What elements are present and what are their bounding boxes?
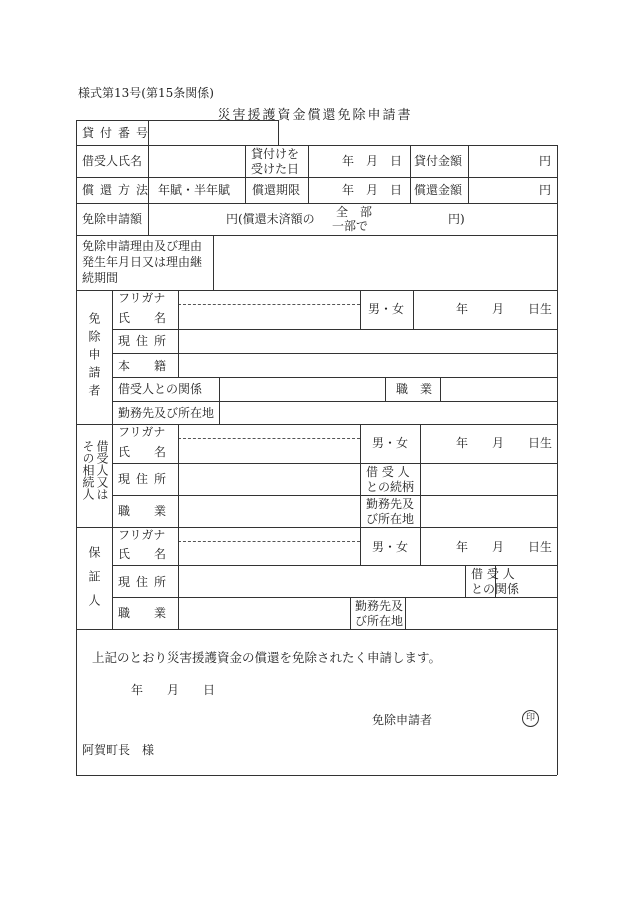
loan-number-label: 貸付番号 <box>82 126 155 140</box>
repayment-deadline-label: 償還期限 <box>252 183 301 197</box>
heir-relation-label-1: 借 受 人 <box>366 465 410 479</box>
heir-workplace-label-1: 勤務先及 <box>366 497 415 511</box>
heir-sex: 男・女 <box>372 436 409 450</box>
declaration-statement: 上記のとおり災害援護資金の償還を免除されたく申請します。 <box>92 650 442 665</box>
borrower-name-label: 借受人氏名 <box>82 154 143 168</box>
heir-relation-label-2: との続柄 <box>366 480 415 494</box>
heir-workplace-label-2: び所在地 <box>366 512 415 526</box>
guarantor-relation-label-2: との関係 <box>471 582 520 596</box>
repayment-method-label: 償還方法 <box>82 183 155 197</box>
exemption-close-paren: 円) <box>448 212 465 226</box>
guarantor-workplace-label-1: 勤務先及 <box>355 599 404 613</box>
footer-applicant-label: 免除申請者 <box>372 713 433 727</box>
guarantor-relation-label-1: 借 受 人 <box>471 567 515 581</box>
applicant-name-label: 氏 名 <box>118 311 167 325</box>
guarantor-birth: 年 月 日生 <box>456 540 553 554</box>
heir-furigana-label: フリガナ <box>118 425 166 439</box>
form-title: 災害援護資金償還免除申請書 <box>217 108 413 123</box>
applicant-birth: 年 月 日生 <box>456 302 553 316</box>
repaid-amount-label: 償還金額 <box>414 183 463 197</box>
reason-label-line-1: 免除申請理由及び理由 <box>82 239 203 253</box>
loan-date-label-1: 貸付けを <box>251 147 300 161</box>
exemption-all-option: 全 部 <box>336 205 373 219</box>
applicant-occupation-label: 職 業 <box>396 382 433 396</box>
exemption-amount-label: 免除申請額 <box>82 212 143 226</box>
guarantor-workplace-label-2: び所在地 <box>355 614 404 628</box>
applicant-group-label: 免除申請者 <box>87 312 101 402</box>
loan-date-label-2: 受けた日 <box>251 162 300 176</box>
loan-amount-label: 貸付金額 <box>414 154 463 168</box>
guarantor-furigana-label: フリガナ <box>118 528 166 542</box>
guarantor-name-label: 氏 名 <box>118 547 167 561</box>
guarantor-group-label: 保証人 <box>87 546 101 618</box>
guarantor-occupation-label: 職 業 <box>118 606 167 620</box>
declaration-date: 年 月 日 <box>131 683 216 697</box>
heir-group-label-1: 借受人又は <box>95 440 109 500</box>
loan-amount-yen: 円 <box>539 154 552 168</box>
guarantor-address-label: 現住所 <box>118 575 173 589</box>
applicant-domicile-label: 本 籍 <box>118 359 167 373</box>
applicant-workplace-label: 勤務先及び所在地 <box>118 406 215 420</box>
repaid-amount-yen: 円 <box>539 183 552 197</box>
heir-birth: 年 月 日生 <box>456 436 553 450</box>
seal-mark: 印 <box>522 710 539 727</box>
exemption-amount-text: 円(償還未済額の <box>226 212 315 226</box>
applicant-address-label: 現住所 <box>118 334 173 348</box>
heir-name-label: 氏 名 <box>118 445 167 459</box>
applicant-sex: 男・女 <box>368 302 405 316</box>
exemption-part-option: 一部で <box>332 219 369 233</box>
guarantor-sex: 男・女 <box>372 540 409 554</box>
repayment-deadline-ymd: 年 月 日 <box>342 183 403 197</box>
reason-label-line-2: 発生年月日又は理由継 <box>82 255 203 269</box>
repayment-method-value: 年賦・半年賦 <box>158 183 231 197</box>
loan-date-ymd: 年 月 日 <box>342 154 403 168</box>
reason-label-line-3: 続期間 <box>82 271 119 285</box>
applicant-furigana-label: フリガナ <box>118 291 166 305</box>
heir-address-label: 現住所 <box>118 472 173 486</box>
addressee: 阿賀町長 様 <box>82 743 155 757</box>
heir-occupation-label: 職 業 <box>118 504 167 518</box>
heir-group-label-2: その相続人 <box>81 440 95 500</box>
form-number: 様式第13号(第15条関係) <box>78 86 214 100</box>
applicant-relation-label: 借受人との関係 <box>118 382 203 396</box>
